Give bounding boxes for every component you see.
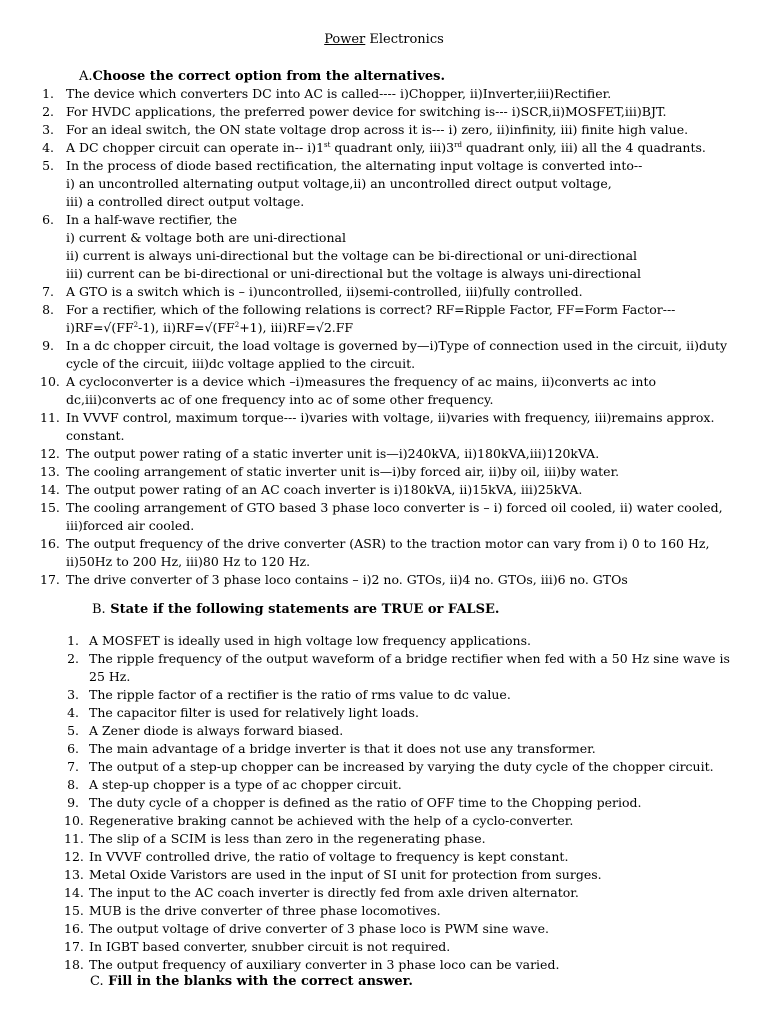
item-text-line: ii)50Hz to 200 Hz, iii)80 Hz to 120 Hz. xyxy=(66,554,311,569)
item-text-line: For a rectifier, which of the following relations is correct? RF=Ripple Factor, FF=Form Factor--- xyxy=(66,302,676,317)
item-number: 8. xyxy=(42,302,54,317)
item-number: 2. xyxy=(67,651,79,666)
item-number: 3. xyxy=(42,122,54,137)
item-text-line: constant. xyxy=(66,428,125,443)
title-rest: Electronics xyxy=(365,32,444,47)
item-number: 16. xyxy=(40,536,60,551)
item-number: 13. xyxy=(40,464,60,479)
statement-item xyxy=(64,686,724,704)
statement-item xyxy=(64,830,724,848)
statement-item xyxy=(64,704,724,722)
item-text-line: The output of a step-up chopper can be increased by varying the duty cycle of the chopper circuit. xyxy=(89,759,714,774)
statement-item xyxy=(64,632,724,650)
question-item xyxy=(40,337,730,373)
item-text-line: A GTO is a switch which is – i)uncontrolled, ii)semi-controlled, iii)fully controlled. xyxy=(66,284,583,299)
question-item xyxy=(40,139,730,157)
statement-item xyxy=(64,722,724,740)
item-number: 4. xyxy=(42,140,54,155)
question-item xyxy=(40,535,730,571)
question-item xyxy=(40,499,730,535)
item-text-line: The input to the AC coach inverter is directly fed from axle driven alternator. xyxy=(89,885,579,900)
title-underlined-word: Power xyxy=(324,32,366,47)
section-b-letter: B. xyxy=(92,602,106,617)
item-text-line: The slip of a SCIM is less than zero in the regenerating phase. xyxy=(89,831,486,846)
item-text-line: In IGBT based converter, snubber circuit is not required. xyxy=(89,939,451,954)
item-text-line: i) current & voltage both are uni-directional xyxy=(66,230,346,245)
item-text-line: A DC chopper circuit can operate in-- i)1st quadrant only, iii)3rd quadrant only, iii) all the 4 quadrants. xyxy=(66,140,706,155)
item-number: 15. xyxy=(64,903,84,918)
item-number: 18. xyxy=(64,957,84,972)
question-item xyxy=(40,283,730,301)
item-number: 16. xyxy=(64,921,84,936)
question-item xyxy=(40,103,730,121)
section-c-letter: C. xyxy=(90,974,104,989)
item-text-line: In VVVF controlled drive, the ratio of voltage to frequency is kept constant. xyxy=(89,849,569,864)
statement-item xyxy=(64,650,730,686)
item-number: 7. xyxy=(42,284,54,299)
question-item xyxy=(40,445,730,463)
question-item xyxy=(40,211,730,283)
item-number: 7. xyxy=(67,759,79,774)
question-item xyxy=(40,481,730,499)
item-number: 11. xyxy=(64,831,84,846)
item-text-line: The ripple frequency of the output waveform of a bridge rectifier when fed with a 50 Hz sine wave is xyxy=(89,651,730,666)
item-number: 14. xyxy=(64,885,84,900)
question-item xyxy=(40,409,730,445)
question-item xyxy=(40,373,730,409)
statement-item xyxy=(64,848,724,866)
item-text-line: 25 Hz. xyxy=(89,669,131,684)
item-text-line: Regenerative braking cannot be achieved with the help of a cyclo-converter. xyxy=(89,813,574,828)
item-text-line: In a dc chopper circuit, the load voltage is governed by—i)Type of connection used in the circuit, ii)duty xyxy=(66,338,728,353)
item-text-line: The cooling arrangement of GTO based 3 phase loco converter is – i) forced oil cooled, ii) water cooled, xyxy=(66,500,723,515)
statement-item xyxy=(64,794,724,812)
statement-item xyxy=(64,758,724,776)
section-c-heading-text: Fill in the blanks with the correct answer. xyxy=(108,974,413,989)
item-number: 6. xyxy=(67,741,79,756)
item-number: 13. xyxy=(64,867,84,882)
item-text-line: The drive converter of 3 phase loco contains – i)2 no. GTOs, ii)4 no. GTOs, iii)6 no. GTOs xyxy=(66,572,628,587)
question-item xyxy=(40,85,730,103)
item-text-line: The output frequency of the drive converter (ASR) to the traction motor can vary from i) 0 to 160 Hz, xyxy=(66,536,710,551)
item-number: 3. xyxy=(67,687,79,702)
item-number: 17. xyxy=(40,572,60,587)
item-text-line: iii) a controlled direct output voltage. xyxy=(66,194,305,209)
item-text-line: In the process of diode based rectification, the alternating input voltage is converted into-- xyxy=(66,158,643,173)
item-text-line: The duty cycle of a chopper is defined as the ratio of OFF time to the Chopping period. xyxy=(89,795,642,810)
item-text-line: The device which converters DC into AC is called---- i)Chopper, ii)Inverter,iii)Rectifier. xyxy=(66,86,612,101)
item-text-line: i) an uncontrolled alternating output voltage,ii) an uncontrolled direct output voltage, xyxy=(66,176,612,191)
statement-item xyxy=(64,866,724,884)
statement-item xyxy=(64,902,724,920)
item-number: 5. xyxy=(42,158,54,173)
statement-item xyxy=(64,740,724,758)
statement-item xyxy=(64,920,724,938)
section-b-heading-text: State if the following statements are TRUE or FALSE. xyxy=(110,602,500,617)
item-number: 1. xyxy=(42,86,54,101)
section-a-question-list xyxy=(40,85,730,589)
document-title xyxy=(0,31,768,49)
question-item xyxy=(40,157,730,211)
section-b-heading xyxy=(92,601,499,619)
section-a-heading xyxy=(79,68,445,86)
item-text-line: ii) current is always uni-directional but the voltage can be bi-directional or uni-directional xyxy=(66,248,638,263)
statement-item xyxy=(64,884,724,902)
item-text-line: A Zener diode is always forward biased. xyxy=(89,723,344,738)
item-number: 12. xyxy=(40,446,60,461)
item-text-line: iii)forced air cooled. xyxy=(66,518,195,533)
item-number: 1. xyxy=(67,633,79,648)
item-number: 5. xyxy=(67,723,79,738)
item-text-line: The output voltage of drive converter of 3 phase loco is PWM sine wave. xyxy=(89,921,549,936)
item-text-line: The capacitor filter is used for relatively light loads. xyxy=(89,705,419,720)
item-text-line: MUB is the drive converter of three phase locomotives. xyxy=(89,903,441,918)
item-text-line: The cooling arrangement of static inverter unit is—i)by forced air, ii)by oil, iii)by water. xyxy=(66,464,620,479)
item-text-line: For an ideal switch, the ON state voltage drop across it is--- i) zero, ii)infinity, iii) finite high value. xyxy=(66,122,689,137)
item-text-line: iii) current can be bi-directional or uni-directional but the voltage is always uni-directional xyxy=(66,266,642,281)
item-number: 2. xyxy=(42,104,54,119)
item-text-line: In a half-wave rectifier, the xyxy=(66,212,238,227)
statement-item xyxy=(64,938,724,956)
item-number: 15. xyxy=(40,500,60,515)
item-number: 9. xyxy=(67,795,79,810)
item-number: 14. xyxy=(40,482,60,497)
item-text-line: A cycloconverter is a device which –i)measures the frequency of ac mains, ii)converts ac into xyxy=(66,374,657,389)
item-text-line: The ripple factor of a rectifier is the ratio of rms value to dc value. xyxy=(89,687,511,702)
item-number: 10. xyxy=(40,374,60,389)
item-text-line: A step-up chopper is a type of ac chopper circuit. xyxy=(89,777,402,792)
section-c-heading xyxy=(90,973,413,991)
section-b-statement-list xyxy=(64,632,730,974)
item-number: 11. xyxy=(40,410,60,425)
item-number: 9. xyxy=(42,338,54,353)
item-text-line: The output frequency of auxiliary converter in 3 phase loco can be varied. xyxy=(89,957,560,972)
item-number: 12. xyxy=(64,849,84,864)
item-number: 17. xyxy=(64,939,84,954)
item-number: 10. xyxy=(64,813,84,828)
item-text-line: The output power rating of an AC coach inverter is i)180kVA, ii)15kVA, iii)25kVA. xyxy=(66,482,583,497)
item-text-line: The output power rating of a static inverter unit is—i)240kVA, ii)180kVA,iii)120kVA. xyxy=(66,446,600,461)
section-a-heading-text: Choose the correct option from the alternatives. xyxy=(92,69,446,84)
question-item xyxy=(40,121,730,139)
question-item xyxy=(40,463,730,481)
item-text-line: $i)RF=√(FF^2-1)$, $ii)RF=√(FF^2+1)$, iii)RF=√2.FF xyxy=(66,320,354,335)
item-text-line: cycle of the circuit, iii)dc voltage applied to the circuit. xyxy=(66,356,416,371)
statement-item xyxy=(64,776,724,794)
item-number: 4. xyxy=(67,705,79,720)
item-text-line: dc,iii)converts ac of one frequency into ac of some other frequency. xyxy=(66,392,494,407)
item-text-line: A MOSFET is ideally used in high voltage low frequency applications. xyxy=(89,633,531,648)
item-text-line: In VVVF control, maximum torque--- i)varies with voltage, ii)varies with frequency, iii)remains approx. xyxy=(66,410,715,425)
section-a-letter: A. xyxy=(79,69,93,84)
statement-item xyxy=(64,812,724,830)
item-text-line: Metal Oxide Varistors are used in the input of SI unit for protection from surges. xyxy=(89,867,602,882)
statement-item xyxy=(64,956,724,974)
question-item xyxy=(40,301,730,337)
question-item xyxy=(40,571,730,589)
item-text-line: For HVDC applications, the preferred power device for switching is--- i)SCR,ii)MOSFET,iii)BJT. xyxy=(66,104,667,119)
item-number: 6. xyxy=(42,212,54,227)
item-number: 8. xyxy=(67,777,79,792)
item-text-line: The main advantage of a bridge inverter is that it does not use any transformer. xyxy=(89,741,596,756)
